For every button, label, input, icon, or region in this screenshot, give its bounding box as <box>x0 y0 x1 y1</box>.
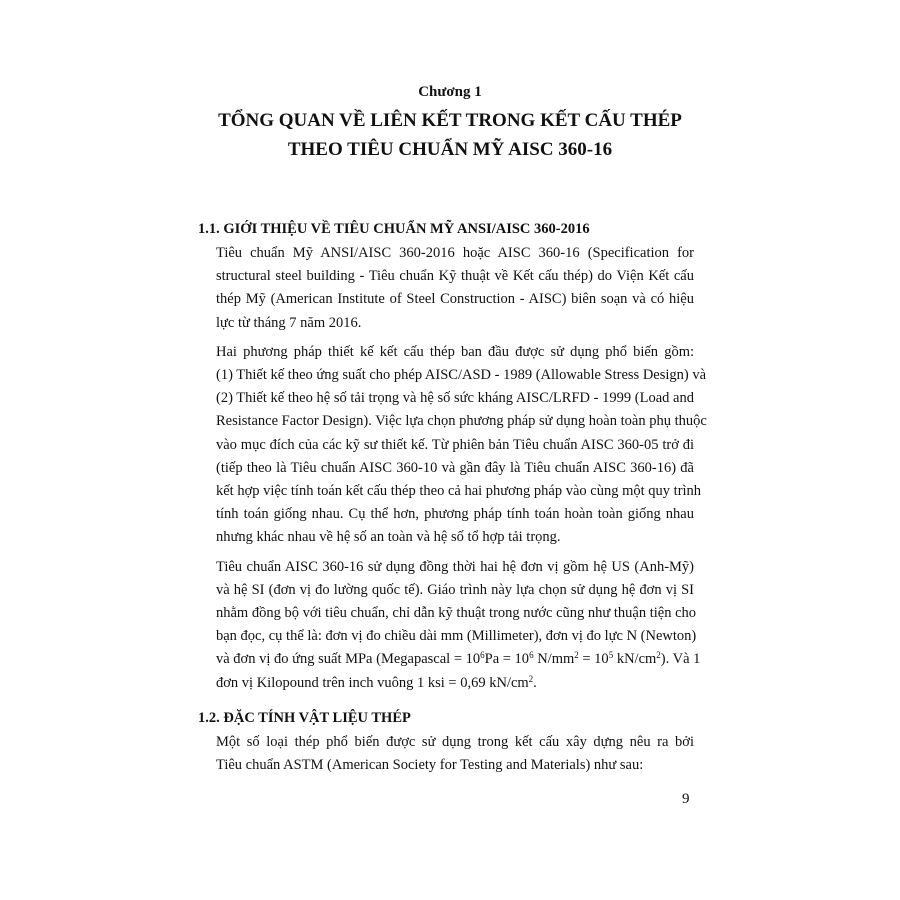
units-text-d: = 10 <box>578 651 609 668</box>
section-heading-1-1: 1.1. GIỚI THIỆU VỀ TIÊU CHUẨN MỸ ANSI/AISC 360-2016 <box>198 221 590 237</box>
chapter-title-line-1: TỔNG QUAN VỀ LIÊN KẾT TRONG KẾT CẤU THÉP <box>218 110 682 131</box>
paragraph-3-line-3: nhằm đồng bộ với tiêu chuẩn, chỉ dẫn kỹ thuật trong nước cũng như thuận tiện cho <box>216 605 697 622</box>
exponent-5: 5 <box>608 650 614 661</box>
page-body <box>198 218 707 783</box>
exponent-2-b: 2 <box>656 650 661 661</box>
paragraph-4-line-2: Tiêu chuẩn ASTM (American Society for Testing and Materials) như sau: <box>216 757 644 774</box>
paragraph-3 <box>198 556 701 695</box>
paragraph-2-line-8: tính toán giống nhau. Cụ thể hơn, phương pháp tính toán hoàn toàn giống nhau <box>216 506 694 523</box>
paragraph-3-line-5 <box>198 648 701 671</box>
paragraph-1-line-1: Tiêu chuẩn Mỹ ANSI/AISC 360-2016 hoặc AISC 360-16 (Specification for <box>216 245 694 261</box>
paragraph-1-line-2: structural steel building - Tiêu chuẩn Kỹ thuật về Kết cấu thép) do Viện Kết cấu <box>216 268 694 285</box>
paragraph-3-line-1: Tiêu chuẩn AISC 360-16 sử dụng đồng thời hai hệ đơn vị gồm hệ US (Anh-Mỹ) <box>216 558 694 575</box>
paragraph-3-line-2: và hệ SI (đơn vị đo lường quốc tế). Giáo trình này lựa chọn sử dụng hệ đơn vị SI <box>216 581 694 598</box>
chapter-number: Chương 1 <box>418 84 482 100</box>
units-text-f: ). Và 1 <box>660 651 701 668</box>
ksi-text-b: . <box>533 674 537 691</box>
units-text-e: kN/cm <box>613 651 657 668</box>
paragraph-4 <box>198 731 694 777</box>
paragraph-2-line-1: Hai phương pháp thiết kế kết cấu thép ban đầu được sử dụng phổ biến gồm: <box>216 343 694 360</box>
chapter-title <box>0 106 900 164</box>
paragraph-2-line-4: Resistance Factor Design). Việc lựa chọn phương pháp sử dụng hoàn toàn phụ thuộc <box>216 413 707 430</box>
paragraph-2-line-7: kết hợp việc tính toán kết cấu thép theo cả hai phương pháp vào cùng một quy trình <box>216 483 702 500</box>
section-heading-1-2: 1.2. ĐẶC TÍNH VẬT LIỆU THÉP <box>198 709 411 726</box>
paragraph-1-line-4: lực từ tháng 7 năm 2016. <box>216 314 362 331</box>
exponent-2-a: 2 <box>574 650 579 661</box>
page-number: 9 <box>682 791 690 807</box>
paragraph-3-line-6 <box>198 672 694 695</box>
paragraph-2-line-9: nhưng khác nhau về hệ số an toàn và hệ số tổ hợp tải trọng. <box>216 529 561 546</box>
units-text-b: Pa = 10 <box>484 651 530 668</box>
paragraph-2 <box>198 341 707 550</box>
chapter-title-line-2: THEO TIÊU CHUẨN MỸ AISC 360-16 <box>287 139 613 160</box>
units-text-a: và đơn vị đo ứng suất MPa (Megapascal = 10 <box>216 651 481 668</box>
ksi-text-a: đơn vị Kilopound trên inch vuông 1 ksi = 0,69 kN/cm <box>216 674 529 691</box>
paragraph-2-line-2: (1) Thiết kế theo ứng suất cho phép AISC/ASD - 1989 (Allowable Stress Design) và <box>216 367 707 384</box>
exponent-2-c: 2 <box>528 673 534 684</box>
exponent-6-b: 6 <box>529 650 534 661</box>
exponent-6-a: 6 <box>480 650 485 661</box>
paragraph-4-line-1: Một số loại thép phổ biến được sử dụng trong kết cấu xây dựng nêu ra bởi <box>216 733 694 750</box>
paragraph-3-line-4: bạn đọc, cụ thể là: đơn vị đo chiều dài mm (Millimeter), đơn vị đo lực N (Newton) <box>216 628 697 645</box>
paragraph-2-line-5: vào mục đích của các kỹ sư thiết kế. Từ phiên bản Tiêu chuẩn AISC 360-05 trở đi <box>216 436 694 453</box>
paragraph-2-line-6: (tiếp theo là Tiêu chuẩn AISC 360-10 và gần đây là Tiêu chuẩn AISC 360-16) đã <box>216 459 694 476</box>
units-text-c: N/mm <box>533 651 575 668</box>
paragraph-1-line-3: thép Mỹ (American Institute of Steel Construction - AISC) biên soạn và có hiệu <box>216 291 694 308</box>
paragraph-1 <box>198 242 694 335</box>
paragraph-2-line-3: (2) Thiết kế theo hệ số tải trọng và hệ số sức kháng AISC/LRFD - 1999 (Load and <box>216 390 694 407</box>
